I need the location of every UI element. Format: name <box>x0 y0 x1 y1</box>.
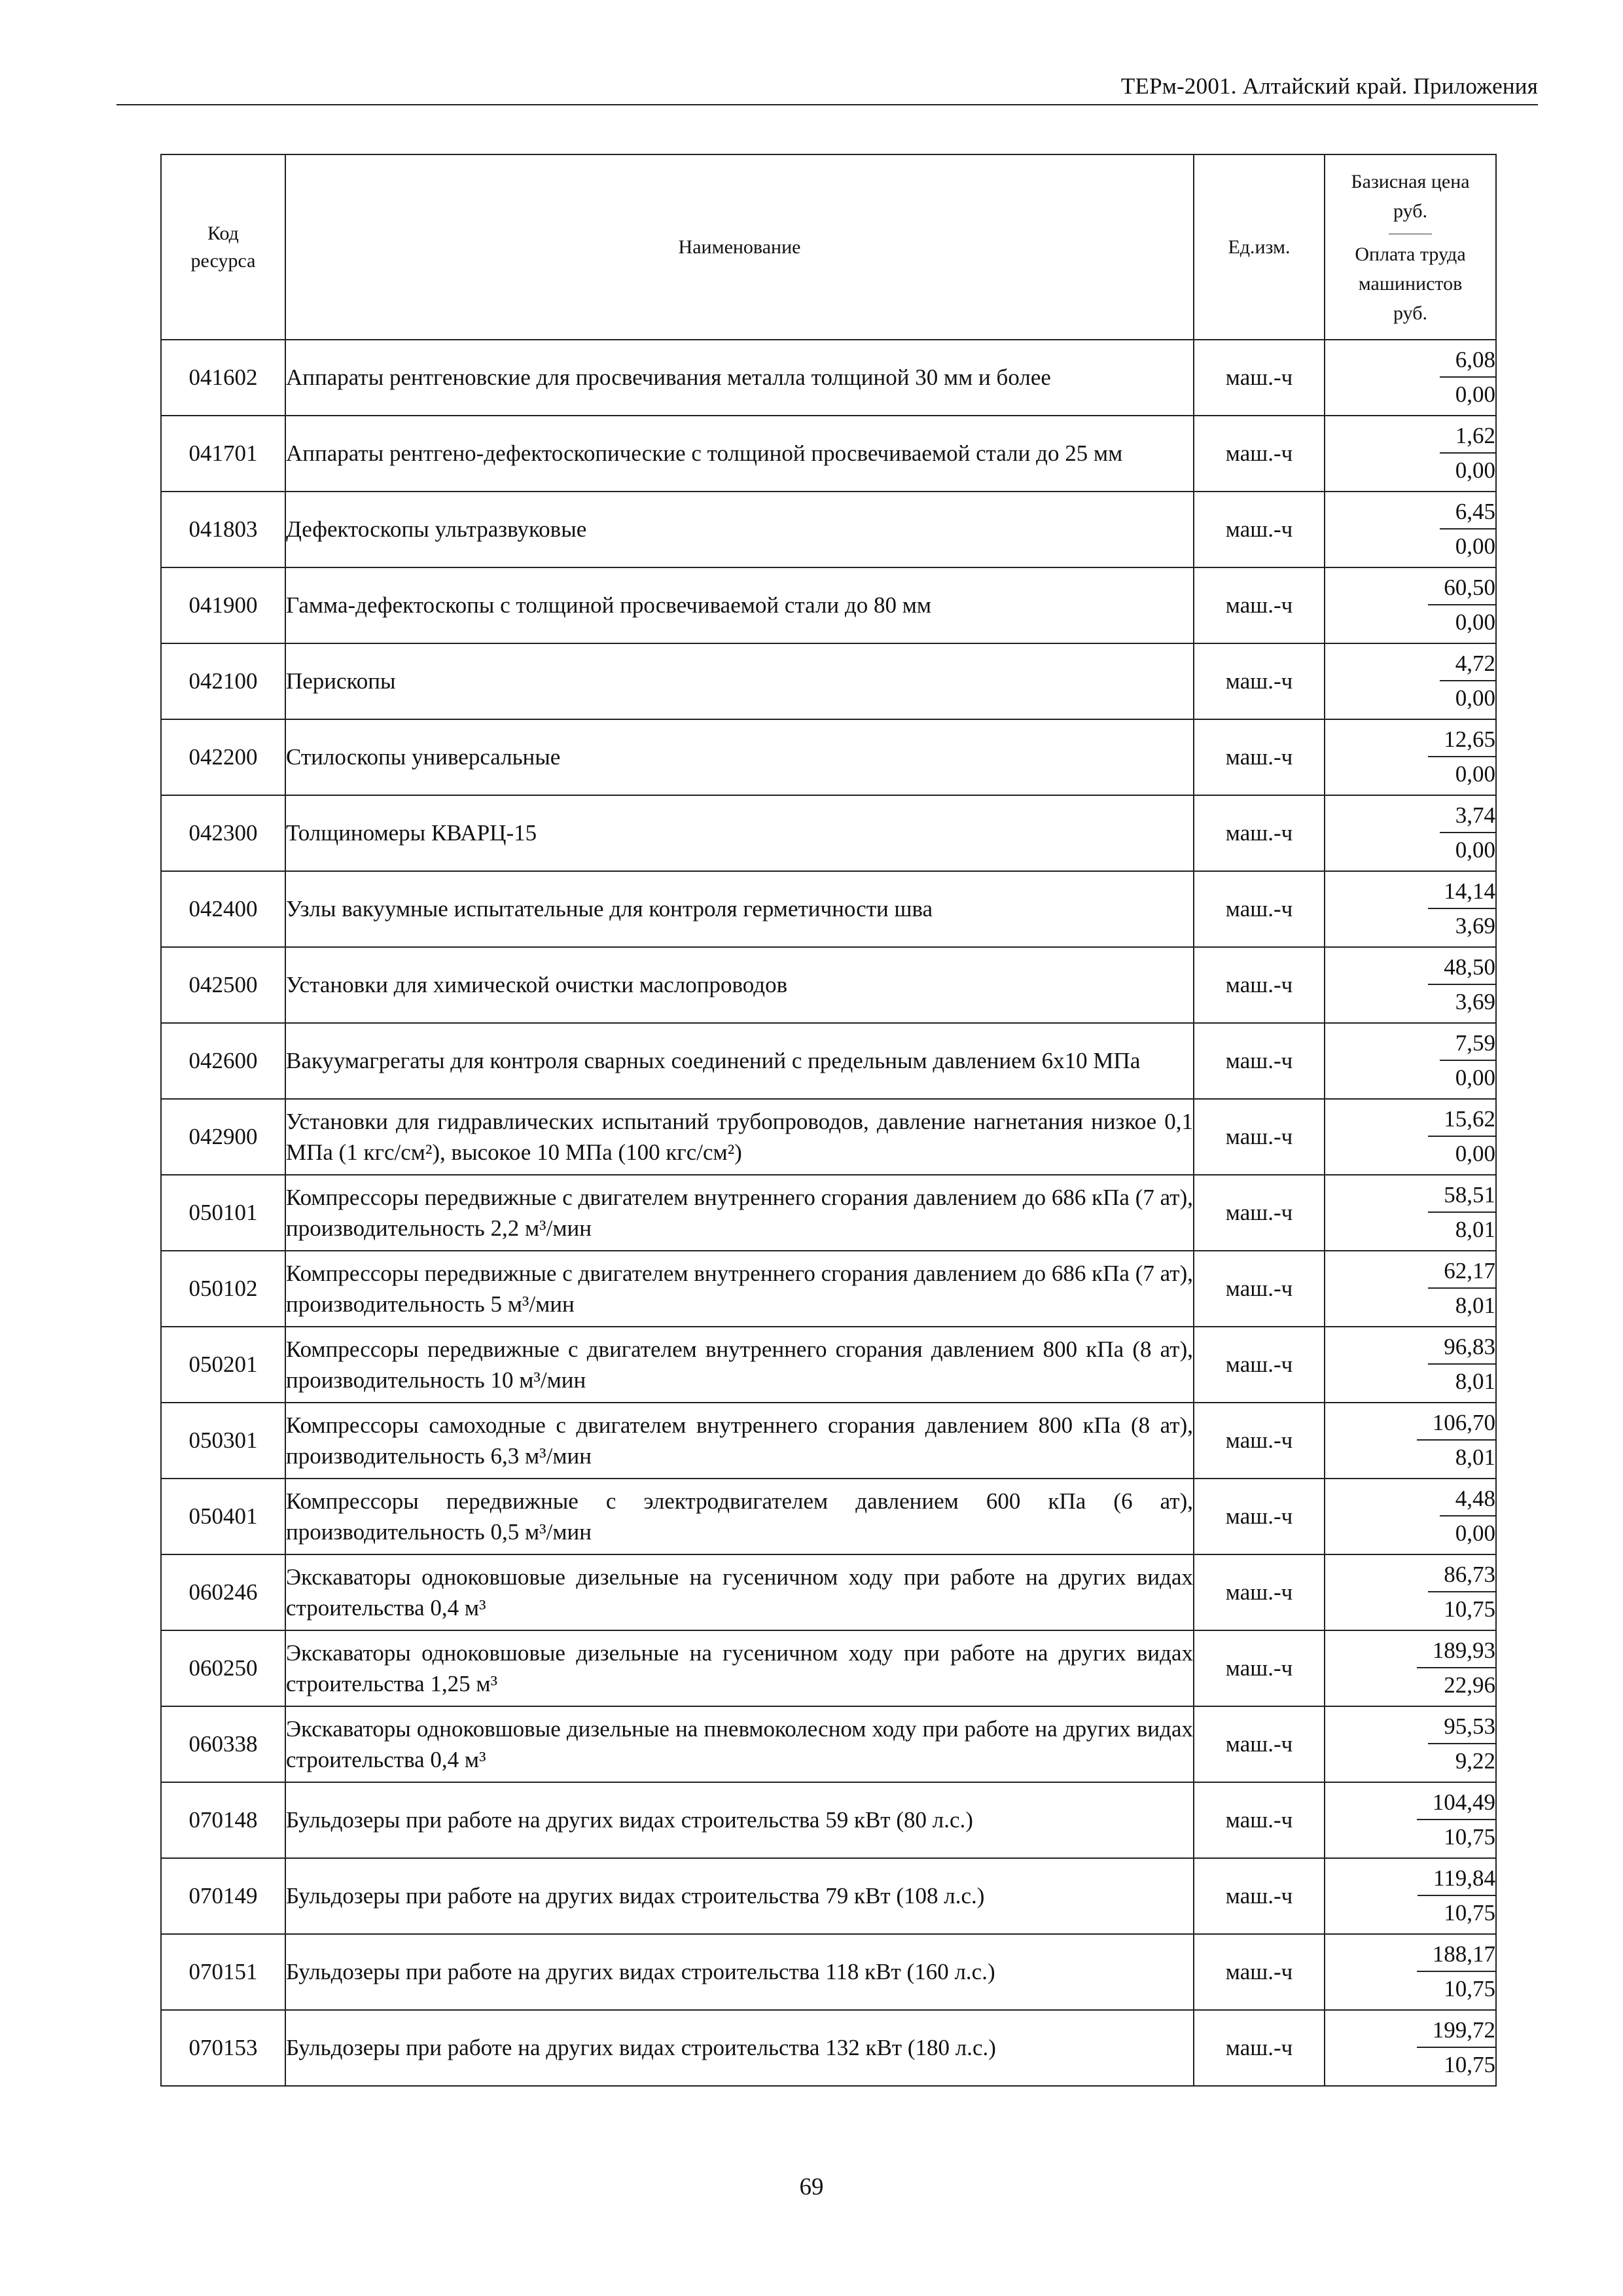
column-header-code <box>161 154 285 340</box>
price-cell <box>1325 1175 1496 1251</box>
resource-name: Толщиномеры КВАРЦ-15 <box>285 795 1194 871</box>
base-price: 6,45 <box>1440 497 1495 529</box>
price-fraction <box>1440 497 1495 561</box>
resource-name: Компрессоры передвижные с двигателем внутреннего сгорания давлением до 686 кПа (7 ат), производительность 2,2 м³/мин <box>285 1175 1194 1251</box>
resource-code: 060246 <box>161 1554 285 1630</box>
column-header-price <box>1325 154 1496 340</box>
table-header-row <box>161 154 1496 340</box>
price-fraction <box>1428 1181 1495 1244</box>
resource-code: 041602 <box>161 340 285 416</box>
table-row <box>161 947 1496 1023</box>
page-number: 69 <box>799 2174 824 2200</box>
operator-wage: 22,96 <box>1444 1672 1495 1698</box>
operator-wage: 8,01 <box>1455 1216 1495 1242</box>
base-price: 119,84 <box>1418 1864 1495 1896</box>
table-row <box>161 1934 1496 2010</box>
resource-name: Аппараты рентгено-дефектоскопические с толщиной просвечиваемой стали до 25 мм <box>285 416 1194 492</box>
base-price: 7,59 <box>1440 1029 1495 1061</box>
base-price: 96,83 <box>1428 1333 1495 1365</box>
price-fraction <box>1428 1333 1495 1396</box>
resource-name: Бульдозеры при работе на других видах строительства 118 кВт (160 л.с.) <box>285 1934 1194 2010</box>
operator-wage: 0,00 <box>1455 836 1495 863</box>
operator-wage: 0,00 <box>1455 609 1495 635</box>
operator-wage: 9,22 <box>1455 1748 1495 1774</box>
resource-unit: маш.-ч <box>1194 643 1325 719</box>
table-row <box>161 1479 1496 1554</box>
column-header-code-label: Код ресурса <box>190 222 256 272</box>
resource-unit: маш.-ч <box>1194 795 1325 871</box>
price-fraction <box>1428 877 1495 941</box>
resource-code: 041701 <box>161 416 285 492</box>
base-price: 62,17 <box>1428 1257 1495 1289</box>
table-row <box>161 643 1496 719</box>
price-cell <box>1325 1327 1496 1403</box>
resource-code: 041803 <box>161 492 285 567</box>
resource-code: 070148 <box>161 1782 285 1858</box>
resource-name: Вакуумагрегаты для контроля сварных соединений с предельным давлением 6х10 МПа <box>285 1023 1194 1099</box>
resource-code: 060338 <box>161 1706 285 1782</box>
price-cell <box>1325 947 1496 1023</box>
operator-wage: 3,69 <box>1455 912 1495 939</box>
table-row <box>161 1403 1496 1479</box>
base-price: 6,08 <box>1440 346 1495 378</box>
table-row <box>161 1023 1496 1099</box>
resource-code: 070151 <box>161 1934 285 2010</box>
table-row <box>161 1099 1496 1175</box>
price-fraction <box>1417 1408 1495 1472</box>
resource-name: Узлы вакуумные испытательные для контроля герметичности шва <box>285 871 1194 947</box>
price-cell <box>1325 1782 1496 1858</box>
price-cell <box>1325 492 1496 567</box>
price-cell <box>1325 2010 1496 2086</box>
base-price: 189,93 <box>1417 1636 1495 1668</box>
resource-name: Аппараты рентгеновские для просвечивания металла толщиной 30 мм и более <box>285 340 1194 416</box>
table-row <box>161 871 1496 947</box>
base-price: 86,73 <box>1428 1560 1495 1592</box>
resource-unit: маш.-ч <box>1194 492 1325 567</box>
price-fraction <box>1428 573 1495 637</box>
header-rule <box>116 104 1538 105</box>
price-fraction <box>1440 1029 1495 1092</box>
resource-unit: маш.-ч <box>1194 1706 1325 1782</box>
wage-header-line2: машинистов <box>1358 272 1463 295</box>
resource-unit: маш.-ч <box>1194 1023 1325 1099</box>
resource-code: 070153 <box>161 2010 285 2086</box>
price-fraction <box>1417 2016 1495 2079</box>
price-fraction <box>1428 725 1495 789</box>
operator-wage: 10,75 <box>1444 1899 1495 1926</box>
column-header-unit: Ед.изм. <box>1194 154 1325 340</box>
operator-wage: 0,00 <box>1455 533 1495 559</box>
resource-code: 050401 <box>161 1479 285 1554</box>
resource-code: 042300 <box>161 795 285 871</box>
table-row <box>161 340 1496 416</box>
price-cell <box>1325 1858 1496 1934</box>
operator-wage: 0,00 <box>1455 381 1495 407</box>
operator-wage: 10,75 <box>1444 1596 1495 1622</box>
price-fraction <box>1440 649 1495 713</box>
resource-unit: маш.-ч <box>1194 1251 1325 1327</box>
price-cell <box>1325 1554 1496 1630</box>
operator-wage: 0,00 <box>1455 1520 1495 1546</box>
price-fraction <box>1417 1788 1495 1852</box>
resource-name: Экскаваторы одноковшовые дизельные на гусеничном ходу при работе на других видах строительства 0,4 м³ <box>285 1554 1194 1630</box>
table-row <box>161 1630 1496 1706</box>
resource-code: 042500 <box>161 947 285 1023</box>
price-fraction <box>1440 346 1495 409</box>
resource-code: 042400 <box>161 871 285 947</box>
resource-name: Установки для химической очистки маслопроводов <box>285 947 1194 1023</box>
resource-unit: маш.-ч <box>1194 1327 1325 1403</box>
base-price: 4,72 <box>1440 649 1495 681</box>
price-fraction <box>1428 1257 1495 1320</box>
resource-unit: маш.-ч <box>1194 1782 1325 1858</box>
base-price: 58,51 <box>1428 1181 1495 1213</box>
price-cell <box>1325 643 1496 719</box>
table-row <box>161 795 1496 871</box>
price-header-line2: руб. <box>1393 200 1427 222</box>
table-row <box>161 1858 1496 1934</box>
base-price: 60,50 <box>1428 573 1495 605</box>
operator-wage: 8,01 <box>1455 1368 1495 1394</box>
resource-name: Компрессоры передвижные с двигателем внутреннего сгорания давлением 800 кПа (8 ат), производительность 10 м³/мин <box>285 1327 1194 1403</box>
resource-unit: маш.-ч <box>1194 416 1325 492</box>
price-cell <box>1325 719 1496 795</box>
wage-header-line1: Оплата труда <box>1355 243 1466 265</box>
base-price: 1,62 <box>1440 422 1495 454</box>
price-fraction <box>1418 1864 1495 1928</box>
price-cell <box>1325 1403 1496 1479</box>
table-row <box>161 719 1496 795</box>
resource-code: 042900 <box>161 1099 285 1175</box>
wage-header-line3: руб. <box>1393 302 1427 324</box>
price-fraction <box>1417 1940 1495 2003</box>
operator-wage: 3,69 <box>1455 988 1495 1014</box>
price-cell <box>1325 340 1496 416</box>
resource-code: 050102 <box>161 1251 285 1327</box>
resource-unit: маш.-ч <box>1194 1099 1325 1175</box>
operator-wage: 10,75 <box>1444 2051 1495 2077</box>
table-row <box>161 492 1496 567</box>
base-price: 95,53 <box>1428 1712 1495 1744</box>
resource-code: 042600 <box>161 1023 285 1099</box>
price-fraction <box>1428 953 1495 1016</box>
table-row <box>161 416 1496 492</box>
price-header-line1: Базисная цена <box>1351 170 1470 192</box>
resource-name: Бульдозеры при работе на других видах строительства 79 кВт (108 л.с.) <box>285 1858 1194 1934</box>
resource-unit: маш.-ч <box>1194 2010 1325 2086</box>
resource-name: Гамма-дефектоскопы с толщиной просвечиваемой стали до 80 мм <box>285 567 1194 643</box>
price-cell <box>1325 871 1496 947</box>
resource-name: Компрессоры передвижные с электродвигателем давлением 600 кПа (6 ат), производительность 0,5 м³/мин <box>285 1479 1194 1554</box>
price-cell <box>1325 1630 1496 1706</box>
operator-wage: 0,00 <box>1455 1064 1495 1090</box>
resource-unit: маш.-ч <box>1194 340 1325 416</box>
price-cell <box>1325 1479 1496 1554</box>
base-price: 3,74 <box>1440 801 1495 833</box>
resource-name: Экскаваторы одноковшовые дизельные на пневмоколесном ходу при работе на других видах строительства 0,4 м³ <box>285 1706 1194 1782</box>
resource-unit: маш.-ч <box>1194 947 1325 1023</box>
table-row <box>161 1706 1496 1782</box>
table-row <box>161 1251 1496 1327</box>
operator-wage: 8,01 <box>1455 1444 1495 1470</box>
resource-code: 042100 <box>161 643 285 719</box>
resource-unit: маш.-ч <box>1194 1554 1325 1630</box>
price-cell <box>1325 795 1496 871</box>
resource-name: Перископы <box>285 643 1194 719</box>
resource-unit: маш.-ч <box>1194 1934 1325 2010</box>
operator-wage: 8,01 <box>1455 1292 1495 1318</box>
operator-wage: 0,00 <box>1455 457 1495 483</box>
base-price: 106,70 <box>1417 1408 1495 1441</box>
resource-unit: маш.-ч <box>1194 719 1325 795</box>
table-row <box>161 1554 1496 1630</box>
operator-wage: 10,75 <box>1444 1975 1495 2001</box>
table-row <box>161 2010 1496 2086</box>
resource-code: 041900 <box>161 567 285 643</box>
resource-code: 042200 <box>161 719 285 795</box>
price-fraction <box>1417 1636 1495 1700</box>
resource-name: Установки для гидравлических испытаний трубопроводов, давление нагнетания низкое 0,1 МПа (1 кгс/см²), высокое 10 МПа (100 кгс/см²) <box>285 1099 1194 1175</box>
price-cell <box>1325 1934 1496 2010</box>
price-cell <box>1325 416 1496 492</box>
base-price: 14,14 <box>1428 877 1495 909</box>
table-row <box>161 1327 1496 1403</box>
resource-name: Компрессоры самоходные с двигателем внутреннего сгорания давлением 800 кПа (8 ат), производительность 6,3 м³/мин <box>285 1403 1194 1479</box>
resource-name: Дефектоскопы ультразвуковые <box>285 492 1194 567</box>
base-price: 104,49 <box>1417 1788 1495 1820</box>
table-row <box>161 567 1496 643</box>
price-cell <box>1325 1706 1496 1782</box>
resource-unit: маш.-ч <box>1194 1479 1325 1554</box>
operator-wage: 0,00 <box>1455 761 1495 787</box>
resource-code: 060250 <box>161 1630 285 1706</box>
price-fraction <box>1440 1484 1495 1548</box>
resource-code: 050101 <box>161 1175 285 1251</box>
price-cell <box>1325 1099 1496 1175</box>
table-row <box>161 1175 1496 1251</box>
resource-unit: маш.-ч <box>1194 1858 1325 1934</box>
price-fraction <box>1428 1712 1495 1776</box>
price-fraction <box>1428 1105 1495 1168</box>
base-price: 48,50 <box>1428 953 1495 985</box>
resource-unit: маш.-ч <box>1194 871 1325 947</box>
resource-unit: маш.-ч <box>1194 1175 1325 1251</box>
price-fraction <box>1440 801 1495 865</box>
operator-wage: 10,75 <box>1444 1823 1495 1850</box>
base-price: 15,62 <box>1428 1105 1495 1137</box>
column-header-name: Наименование <box>285 154 1194 340</box>
price-cell <box>1325 567 1496 643</box>
operator-wage: 0,00 <box>1455 685 1495 711</box>
resource-code: 070149 <box>161 1858 285 1934</box>
resource-unit: маш.-ч <box>1194 1630 1325 1706</box>
resource-code: 050201 <box>161 1327 285 1403</box>
resource-name: Компрессоры передвижные с двигателем внутреннего сгорания давлением до 686 кПа (7 ат), производительность 5 м³/мин <box>285 1251 1194 1327</box>
resource-name: Стилоскопы универсальные <box>285 719 1194 795</box>
resource-name: Бульдозеры при работе на других видах строительства 59 кВт (80 л.с.) <box>285 1782 1194 1858</box>
running-title: ТЕРм-2001. Алтайский край. Приложения <box>1120 73 1538 99</box>
resource-unit: маш.-ч <box>1194 1403 1325 1479</box>
resource-name: Бульдозеры при работе на других видах строительства 132 кВт (180 л.с.) <box>285 2010 1194 2086</box>
resource-table <box>160 154 1497 2087</box>
resource-code: 050301 <box>161 1403 285 1479</box>
base-price: 199,72 <box>1417 2016 1495 2048</box>
base-price: 188,17 <box>1417 1940 1495 1972</box>
price-fraction <box>1428 1560 1495 1624</box>
price-cell <box>1325 1023 1496 1099</box>
table-row <box>161 1782 1496 1858</box>
price-fraction <box>1440 422 1495 485</box>
operator-wage: 0,00 <box>1455 1140 1495 1166</box>
resource-unit: маш.-ч <box>1194 567 1325 643</box>
price-cell <box>1325 1251 1496 1327</box>
base-price: 12,65 <box>1428 725 1495 757</box>
base-price: 4,48 <box>1440 1484 1495 1516</box>
resource-name: Экскаваторы одноковшовые дизельные на гусеничном ходу при работе на других видах строительства 1,25 м³ <box>285 1630 1194 1706</box>
